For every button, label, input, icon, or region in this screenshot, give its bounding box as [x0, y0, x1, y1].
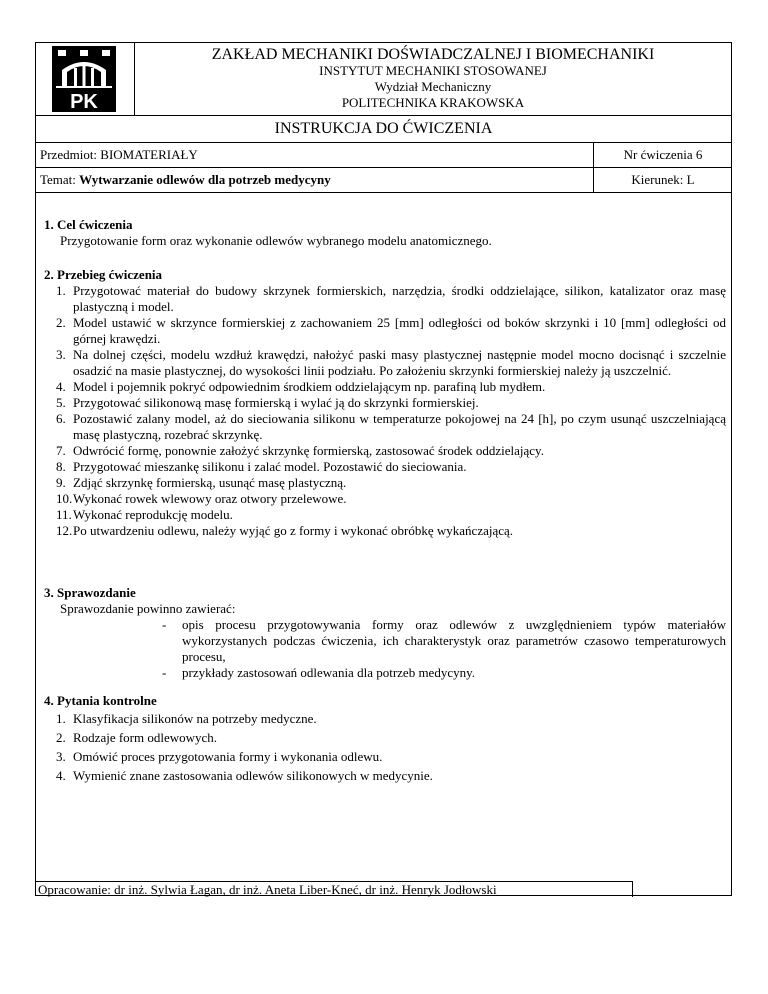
section-report: [44, 585, 730, 681]
dash-marker: -: [162, 665, 167, 680]
item-number: 11.: [56, 507, 72, 522]
procedure-steps: [44, 283, 730, 539]
list-item: [44, 459, 730, 475]
list-item: [44, 411, 730, 443]
item-text: Zdjąć skrzynkę formierską, usunąć masę plastyczną.: [73, 475, 347, 490]
subject-value: BIOMATERIAŁY: [100, 147, 198, 162]
list-item: [44, 395, 730, 411]
item-text: Na dolnej części, modelu wzdłuż krawędzi, nałożyć paski masy plastycznej następnie model mocno docisnąć i szczelnie osadzić na masie plastycznej, do wysokości linii podziału. Po założeniu skrzynki formierskiej należy ją uszczelnić.: [73, 347, 726, 378]
item-text: Po utwardzeniu odlewu, należy wyjąć go z formy i wykonać obróbkę wykańczającą.: [73, 523, 514, 538]
item-number: 10.: [56, 491, 73, 506]
item-text: Model ustawić w skrzynce formierskiej z zachowaniem 25 [mm] odległości od boków skrzynki i 10 [mm] odległości od górnej krawędzi.: [73, 315, 726, 346]
item-number: 5.: [56, 395, 66, 410]
section-heading: 4. Pytania kontrolne: [44, 693, 157, 708]
section-procedure: [44, 267, 730, 539]
item-number: 2.: [56, 730, 66, 745]
list-item: [44, 347, 730, 379]
section-heading: 2. Przebieg ćwiczenia: [44, 267, 163, 282]
list-item: [44, 283, 730, 315]
report-item: [44, 665, 730, 681]
item-number: 6.: [56, 411, 66, 426]
section-text: Przygotowanie form oraz wykonanie odlewów wybranego modelu anatomicznego.: [60, 233, 492, 248]
section-goal: [44, 217, 724, 249]
report-items: [44, 617, 730, 681]
topic-cell: [40, 168, 331, 192]
logo-letters: PK: [70, 91, 98, 112]
institute-name: INSTYTUT MECHANIKI STOSOWANEJ: [319, 63, 547, 78]
section-questions: [44, 693, 730, 785]
control-questions: [44, 709, 730, 785]
topic-label: Temat:: [40, 172, 80, 187]
item-text: Wykonać reprodukcję modelu.: [73, 507, 233, 522]
subject-row: [36, 143, 731, 168]
item-text: Przygotować mieszankę silikonu i zalać model. Pozostawić do sieciowania.: [73, 459, 467, 474]
dash-marker: -: [162, 617, 167, 632]
exercise-number: Nr ćwiczenia 6: [593, 143, 732, 167]
list-item: [44, 507, 730, 523]
department-name: ZAKŁAD MECHANIKI DOŚWIADCZALNEJ I BIOMECHANIKI: [211, 46, 655, 63]
item-text: Rodzaje form odlewowych.: [73, 730, 218, 745]
direction-cell: Kierunek: L: [593, 168, 732, 192]
report-item: [44, 617, 730, 665]
item-number: 1.: [56, 711, 66, 726]
list-item: [44, 709, 730, 728]
item-text: Wykonać rowek wlewowy oraz otwory przelewowe.: [73, 491, 347, 506]
item-number: 3.: [56, 347, 66, 362]
item-text: Odwrócić formę, ponownie założyć skrzynkę formierską, zastosować środek oddzielający.: [73, 443, 544, 458]
item-text: przykłady zastosowań odlewania dla potrzeb medycyny.: [182, 665, 476, 680]
section-heading: 3. Sprawozdanie: [44, 585, 136, 600]
list-item: [44, 747, 730, 766]
item-text: Klasyfikacja silikonów na potrzeby medyczne.: [73, 711, 317, 726]
item-number: 3.: [56, 749, 66, 764]
report-intro: Sprawozdanie powinno zawierać:: [60, 601, 236, 616]
item-text: Przygotować silikonową masę formierską i wylać ją do skrzynki formierskiej.: [73, 395, 479, 410]
list-item: [44, 766, 730, 785]
item-text: Wymienić znane zastosowania odlewów silikonowych w medycynie.: [73, 768, 433, 783]
faculty-name: Wydział Mechaniczny: [374, 79, 492, 94]
item-number: 4.: [56, 768, 66, 783]
subject-label: Przedmiot:: [40, 147, 101, 162]
list-item: [44, 443, 730, 459]
list-item: [44, 475, 730, 491]
item-text: Przygotować materiał do budowy skrzynek formierskich, narzędzia, środki oddzielające, silikon, katalizator oraz masę plastyczną i model.: [73, 283, 726, 314]
item-number: 8.: [56, 459, 66, 474]
item-number: 7.: [56, 443, 66, 458]
list-item: [44, 491, 730, 507]
footer: [36, 881, 633, 897]
item-number: 9.: [56, 475, 66, 490]
list-item: [44, 523, 730, 539]
item-number: 2.: [56, 315, 66, 330]
institution-block: [135, 43, 731, 111]
instruction-sheet: [35, 42, 732, 896]
item-number: 12.: [56, 523, 73, 538]
item-text: Model i pojemnik pokryć odpowiednim środkiem oddzielającym np. parafiną lub mydłem.: [73, 379, 546, 394]
authors: Opracowanie: dr inż. Sylwia Łagan, dr inż. Aneta Liber-Kneć, dr inż. Henryk Jodłowski: [38, 882, 497, 897]
section-heading: 1. Cel ćwiczenia: [44, 217, 133, 232]
subject-cell: [40, 143, 198, 167]
topic-value: Wytwarzanie odlewów dla potrzeb medycyny: [79, 172, 331, 187]
header: [36, 43, 731, 116]
list-item: [44, 315, 730, 347]
item-text: opis procesu przygotowywania formy oraz odlewów z uwzględnieniem typów materiałów wykorzystanych podczas ćwiczenia, ich charakterystyk oraz parametrów czasowo temperaturowych procesu,: [182, 617, 726, 664]
logo-cell: [36, 43, 135, 115]
item-number: 4.: [56, 379, 66, 394]
topic-row: [36, 168, 731, 193]
university-name: POLITECHNIKA KRAKOWSKA: [341, 95, 525, 110]
university-logo-icon: [52, 46, 116, 112]
item-number: 1.: [56, 283, 66, 298]
item-text: Pozostawić zalany model, aż do sieciowania silikonu w temperaturze pokojowej na 24 [h], po czym usunąć uszczelniającą masę plastyczną, rozebrać skrzynkę.: [73, 411, 726, 442]
document-title: INSTRUKCJA DO ĆWICZENIA: [36, 115, 731, 143]
list-item: [44, 728, 730, 747]
item-text: Omówić proces przygotowania formy i wykonania odlewu.: [73, 749, 383, 764]
list-item: [44, 379, 730, 395]
